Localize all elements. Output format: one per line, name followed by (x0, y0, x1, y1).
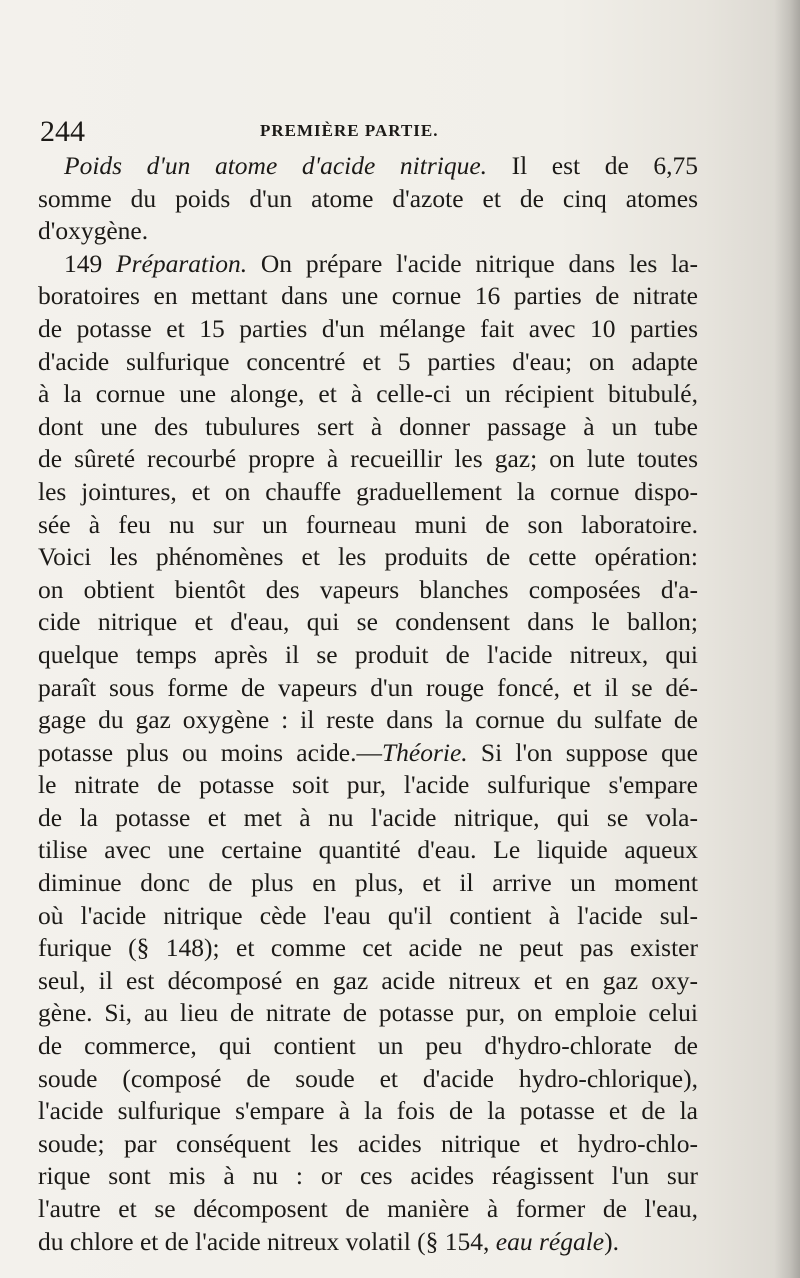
text-line (38, 378, 698, 411)
text-segment: ). (604, 1226, 619, 1256)
text-segment: dont une des tubulures sert à donner passage à un tube (38, 411, 698, 441)
text-line (38, 1095, 698, 1128)
text-line (38, 900, 698, 933)
text-line (38, 965, 698, 998)
text-segment: de commerce, qui contient un peu d'hydro-chlorate de (38, 1031, 698, 1061)
text-segment: Il est de 6,75 (487, 151, 698, 180)
text-segment: de sûreté recourbé propre à recueillir les gaz; on lute toutes (38, 444, 698, 474)
text-segment: somme du poids d'un atome d'azote et de cinq atomes (38, 183, 698, 213)
text-segment: d'oxygène. (38, 216, 149, 246)
text-line (38, 411, 698, 444)
italic-segment: Théorie. (381, 737, 468, 767)
text-line (38, 509, 698, 542)
text-line (38, 346, 698, 379)
text-segment: potasse plus ou moins acide.— (38, 737, 382, 767)
text-line (38, 280, 698, 313)
text-line (38, 834, 698, 867)
running-head: PREMIÈRE PARTIE. (260, 121, 439, 140)
text-segment: gage du gaz oxygène : il reste dans la cornue du sulfate de (38, 705, 698, 735)
text-segment: on obtient bientôt des vapeurs blanches composées d'a- (38, 574, 698, 604)
text-segment: soude; par conséquent les acides nitrique et hydro-chlo- (38, 1128, 698, 1158)
text-segment: tilise avec une certaine quantité d'eau. Le liquide aqueux (38, 835, 698, 865)
text-line (38, 704, 698, 737)
text-segment: quelque temps après il se produit de l'acide nitreux, qui (38, 639, 698, 669)
text-segment: seul, il est décomposé en gaz acide nitreux et en gaz oxy- (38, 965, 698, 995)
text-line (38, 606, 698, 639)
text-segment: sée à feu nu sur un fourneau muni de son laboratoire. (38, 509, 698, 539)
text-segment: de la potasse et met à nu l'acide nitrique, qui se vola- (38, 802, 698, 832)
text-line (38, 867, 698, 900)
text-line (38, 313, 698, 346)
page-edge-shadow (774, 0, 800, 1278)
text-segment: où l'acide nitrique cède l'eau qu'il contient à l'acide sul- (38, 900, 698, 930)
text-segment: l'acide sulfurique s'empare à la fois de la potasse et de la (38, 1096, 698, 1126)
text-line (38, 997, 698, 1030)
text-line (38, 1063, 698, 1096)
text-segment: les jointures, et on chauffe graduellement la cornue dispo- (38, 476, 698, 506)
text-line (38, 443, 698, 476)
text-line (38, 769, 698, 802)
text-segment: 149 (64, 248, 117, 278)
text-segment: le nitrate de potasse soit pur, l'acide sulfurique s'empare (38, 770, 698, 800)
text-line (38, 672, 698, 705)
text-segment: gène. Si, au lieu de nitrate de potasse pur, on emploie celui (38, 998, 698, 1028)
text-segment: cide nitrique et d'eau, qui se condensent dans le ballon; (38, 607, 698, 637)
text-line (38, 1226, 698, 1259)
text-line (38, 541, 698, 574)
text-segment: d'acide sulfurique concentré et 5 parties d'eau; on adapte (38, 346, 698, 376)
text-line (38, 248, 698, 281)
text-segment: furique (§ 148); et comme cet acide ne peut pas exister (38, 933, 698, 963)
text-line (38, 802, 698, 835)
text-line (38, 183, 698, 216)
body-text (38, 150, 698, 1258)
text-segment: Voici les phénomènes et les produits de cette opération: (38, 542, 698, 572)
text-line (38, 1030, 698, 1063)
text-line (38, 932, 698, 965)
text-segment: paraît sous forme de vapeurs d'un rouge foncé, et il se dé- (38, 672, 698, 702)
italic-segment: Préparation. (116, 248, 248, 278)
page-number: 244 (40, 115, 85, 148)
text-segment: de potasse et 15 parties d'un mélange fait avec 10 parties (38, 313, 698, 343)
text-line (38, 476, 698, 509)
italic-segment: eau régale (495, 1226, 605, 1256)
text-segment: l'autre et se décomposent de manière à former de l'eau, (38, 1194, 698, 1223)
text-segment: boratoires en mettant dans une cornue 16 parties de nitrate (38, 281, 698, 311)
text-segment: du chlore et de l'acide nitreux volatil (§ 154, (38, 1226, 496, 1256)
text-segment: diminue donc de plus en plus, et il arrive un moment (38, 868, 698, 898)
text-line (38, 150, 698, 183)
text-line (38, 1128, 698, 1161)
text-segment: à la cornue une alonge, et à celle-ci un récipient bitubulé, (38, 379, 698, 409)
text-segment: rique sont mis à nu : or ces acides réagissent l'un sur (38, 1161, 698, 1191)
text-line (38, 639, 698, 672)
page-header (40, 112, 700, 152)
text-line (38, 737, 698, 770)
text-segment: On prépare l'acide nitrique dans les la- (247, 248, 698, 278)
text-line (38, 1193, 698, 1226)
text-segment: Si l'on suppose que (467, 737, 698, 767)
italic-segment: Poids d'un atome d'acide nitrique. (64, 151, 488, 180)
text-line (38, 574, 698, 607)
text-segment: soude (composé de soude et d'acide hydro-chlorique), (38, 1063, 698, 1093)
text-line (38, 1160, 698, 1193)
text-line (38, 215, 698, 248)
